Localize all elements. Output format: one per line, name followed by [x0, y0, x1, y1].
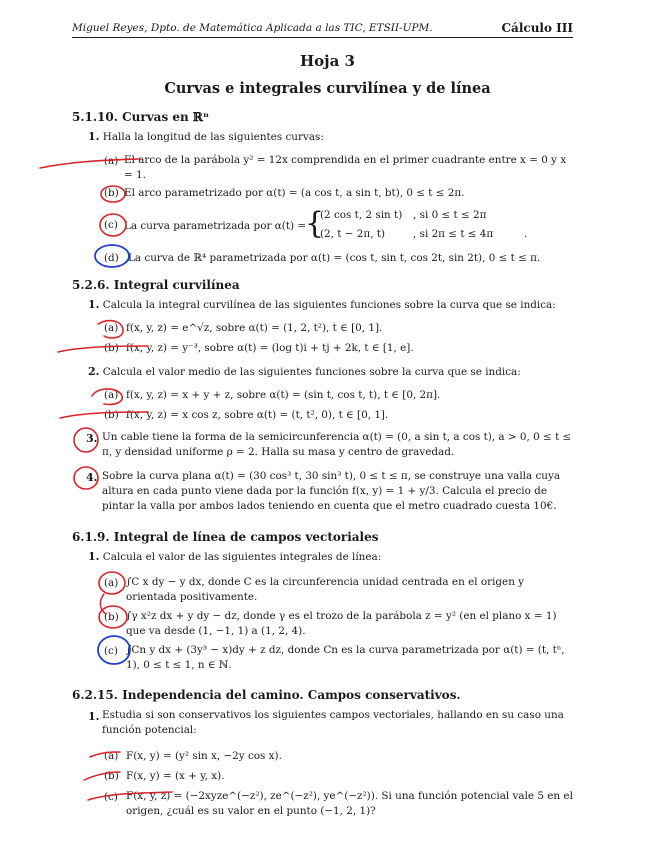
sheet-number: Hoja 3: [300, 52, 355, 70]
s1-q1: [88, 129, 324, 145]
header-course: Cálculo III: [501, 21, 573, 35]
item-label-a: (a): [104, 389, 119, 401]
question-text: Calcula la integral curvilínea de las siguientes funciones sobre la curva que se indica:: [102, 299, 556, 311]
question-number: 3.: [86, 432, 98, 445]
question-number: 1.: [88, 298, 100, 311]
question-text: Calcula el valor medio de las siguientes funciones sobre la curva que se indica:: [102, 366, 521, 378]
s4-q1-b-text: F(x, y) = (x + y, x).: [126, 770, 225, 782]
s2-q2-b-text: f(x, y, z) = x cos z, sobre α(t) = (t, t², 0), t ∈ [0, 1].: [126, 409, 389, 421]
header-author: Miguel Reyes, Dpto. de Matemática Aplicada a las TIC, ETSII-UPM.: [72, 22, 433, 34]
question-number: 4.: [86, 471, 98, 484]
question-text: Halla la longitud de las siguientes curvas:: [102, 131, 324, 143]
s1-q1-a-text: El arco de la parábola y² = 12x comprendida en el primer cuadrante entre x = 0 y x = 1.: [124, 154, 567, 181]
item-label-c: (c): [104, 645, 118, 657]
s2-q1-a-text: f(x, y, z) = e^√z, sobre α(t) = (1, 2, t²), t ∈ [0, 1].: [126, 322, 383, 334]
item-label-a: (a): [104, 750, 119, 762]
section-heading-independencia: 6.2.15. Independencia del camino. Campos conservativos.: [72, 688, 461, 702]
s1-q1-b-text: El arco parametrizado por α(t) = (a cos t, a sin t, bt), 0 ≤ t ≤ 2π.: [124, 187, 465, 199]
s2-q2: [88, 364, 521, 380]
s3-q1-a-text: ∫C x dy − y dx, donde C es la circunferencia unidad centrada en el origen y orientada positivamente.: [126, 576, 525, 603]
item-label-b: (b): [104, 611, 119, 623]
s4-q1-c-text: F(x, y, z) = (−2xyze^(−z²), ze^(−z²), ye^(−z²)). Si una función potencial vale 5 en el origen, ¿cuál es su valor en el punto (−1, 2, 1)?: [126, 790, 573, 817]
s1-q1-c-cond2: , si 2π ≤ t ≤ 4π: [413, 228, 494, 240]
question-number: 1.: [88, 710, 100, 723]
item-label-b: (b): [104, 409, 119, 421]
item-label-a: (a): [104, 155, 119, 167]
s2-q3-text: Un cable tiene la forma de la semicircunferencia α(t) = (0, a sin t, a cos t), a > 0, 0 ≤ t ≤ π, y densidad uniforme ρ = 2. Halla su masa y centro de gravedad.: [102, 431, 572, 458]
s1-q1-c-text: La curva parametrizada por α(t) =: [124, 220, 307, 232]
section-heading-curvas: 5.1.10. Curvas en ℝⁿ: [72, 110, 210, 124]
page-title: Curvas e integrales curvilínea y de línea: [164, 80, 491, 97]
s1-q1-c-case2: (2, t − 2π, t): [320, 228, 386, 240]
item-label-a: (a): [104, 322, 119, 334]
section-heading-integral-linea: 6.1.9. Integral de línea de campos vectoriales: [72, 530, 379, 544]
s1-q1-c-end: .: [524, 228, 528, 240]
item-label-c: (c): [104, 219, 118, 231]
s1-q1-d-text: La curva de ℝ⁴ parametrizada por α(t) = (cos t, sin t, cos 2t, sin 2t), 0 ≤ t ≤ π.: [128, 252, 541, 264]
s3-q1-b-text: ∫γ x²z dx + y dy − dz, donde γ es el trozo de la parábola z = y² (en el plano x = 1) que va desde (1, −1, 1) a (1, 2, 4).: [126, 610, 557, 637]
item-label-b: (b): [104, 770, 119, 782]
s4-q1-text: Estudia si son conservativos los siguientes campos vectoriales, hallando en su caso una función potencial:: [102, 709, 564, 736]
s2-q1-b-text: f(x, y, z) = y⁻³, sobre α(t) = (log t)i + tj + 2k, t ∈ [1, e].: [126, 342, 414, 354]
section-heading-integral-curvilinea: 5.2.6. Integral curvilínea: [72, 278, 240, 292]
s1-q1-c-cond1: , si 0 ≤ t ≤ 2π: [413, 209, 487, 221]
s3-q1: [88, 549, 381, 565]
cases-brace: {: [305, 206, 325, 241]
s4-q1-a-text: F(x, y) = (y² sin x, −2y cos x).: [126, 750, 282, 762]
s3-q1-c-text: ∫Cn y dx + (3y³ − x)dy + z dz, donde Cn es la curva parametrizada por α(t) = (t, tⁿ, 1), 0 ≤ t ≤ 1, n ∈ ℕ.: [126, 644, 565, 671]
s2-q2-a-text: f(x, y, z) = x + y + z, sobre α(t) = (sin t, cos t, t), t ∈ [0, 2π].: [126, 389, 441, 401]
header-rule: [72, 37, 573, 38]
item-label-a: (a): [104, 577, 119, 589]
item-label-b: (b): [104, 342, 119, 354]
question-number: 2.: [88, 365, 100, 378]
s2-q1: [88, 297, 556, 313]
question-number: 1.: [88, 130, 100, 143]
question-number: 1.: [88, 550, 100, 563]
item-label-b: (b): [104, 187, 119, 199]
item-label-c: (c): [104, 791, 118, 803]
item-label-d: (d): [104, 252, 119, 264]
question-text: Calcula el valor de las siguientes integrales de línea:: [102, 551, 382, 563]
s1-q1-c-case1: (2 cos t, 2 sin t): [320, 209, 403, 221]
s2-q4-text: Sobre la curva plana α(t) = (30 cos³ t, 30 sin³ t), 0 ≤ t ≤ π, se construye una valla cuya altura en cada punto viene dada por la función f(x, y) = 1 + y/3. Calcula el precio de pintar la valla por ambos lados teniendo en cuenta que el metro cuadrado cuesta 10€.: [102, 470, 561, 512]
